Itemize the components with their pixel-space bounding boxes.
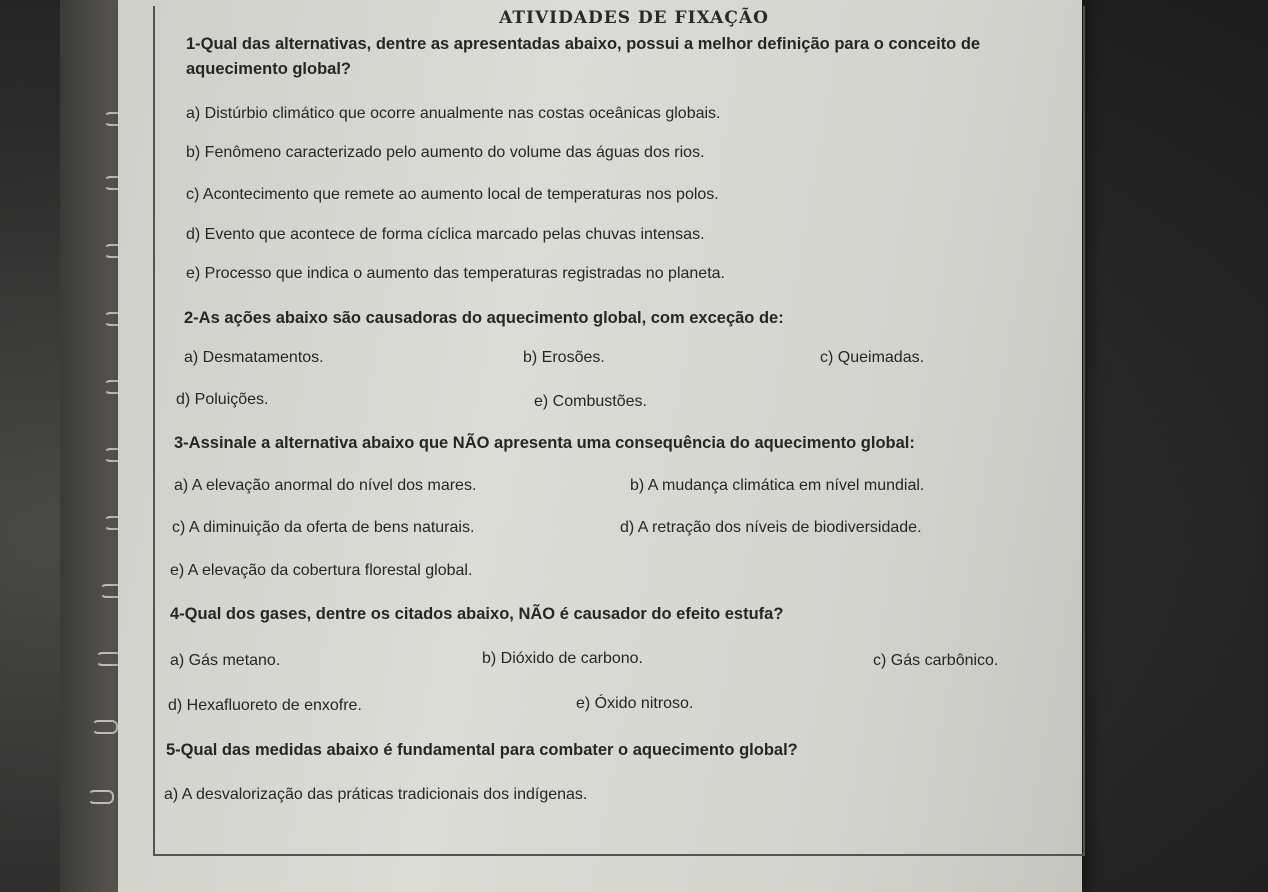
question-3-option-a[interactable]: a) A elevação anormal do nível dos mares. [174,477,477,494]
question-5: 5-Qual das medidas abaixo é fundamental para combater o aquecimento global? [166,741,798,759]
question-4-option-c[interactable]: c) Gás carbônico. [873,652,999,669]
worksheet-title: ATIVIDADES DE FIXAÇÃO [499,8,769,28]
question-3-option-d[interactable]: d) A retração dos níveis de biodiversidade. [620,519,922,536]
question-1-option-e[interactable]: e) Processo que indica o aumento das temperaturas registradas no planeta. [186,265,725,282]
question-1-option-d[interactable]: d) Evento que acontece de forma cíclica marcado pelas chuvas intensas. [186,226,705,243]
binder-ring [92,720,118,734]
question-1-option-c[interactable]: c) Acontecimento que remete ao aumento local de temperaturas nos polos. [186,186,719,203]
question-4-option-b[interactable]: b) Dióxido de carbono. [482,650,643,667]
question-3-option-c[interactable]: c) A diminuição da oferta de bens naturais. [172,519,475,536]
question-1-option-a[interactable]: a) Distúrbio climático que ocorre anualmente nas costas oceânicas globais. [186,105,721,122]
question-3-option-e[interactable]: e) A elevação da cobertura florestal global. [170,562,473,579]
question-4-option-e[interactable]: e) Óxido nitroso. [576,695,694,712]
question-3-option-b[interactable]: b) A mudança climática em nível mundial. [630,477,925,494]
question-3: 3-Assinale a alternativa abaixo que NÃO apresenta uma consequência do aquecimento global: [174,434,915,452]
question-1-option-b[interactable]: b) Fenômeno caracterizado pelo aumento do volume das águas dos rios. [186,144,705,161]
worksheet-border [153,6,1085,856]
question-4-option-d[interactable]: d) Hexafluoreto de enxofre. [168,697,362,714]
question-2-option-b[interactable]: b) Erosões. [523,349,605,366]
question-4: 4-Qual dos gases, dentre os citados abaixo, NÃO é causador do efeito estufa? [170,605,784,623]
question-2-option-d[interactable]: d) Poluições. [176,391,269,408]
question-2-option-a[interactable]: a) Desmatamentos. [184,349,324,366]
question-5-option-a[interactable]: a) A desvalorização das práticas tradicionais dos indígenas. [164,786,588,803]
question-4-option-a[interactable]: a) Gás metano. [170,652,281,669]
question-1: 1-Qual das alternativas, dentre as apresentadas abaixo, possui a melhor definição para o conceito de aquecimento global? [186,35,981,78]
question-2-option-e[interactable]: e) Combustões. [534,393,647,410]
question-2: 2-As ações abaixo são causadoras do aquecimento global, com exceção de: [184,309,784,327]
question-2-option-c[interactable]: c) Queimadas. [820,349,925,366]
binder-ring [88,790,114,804]
